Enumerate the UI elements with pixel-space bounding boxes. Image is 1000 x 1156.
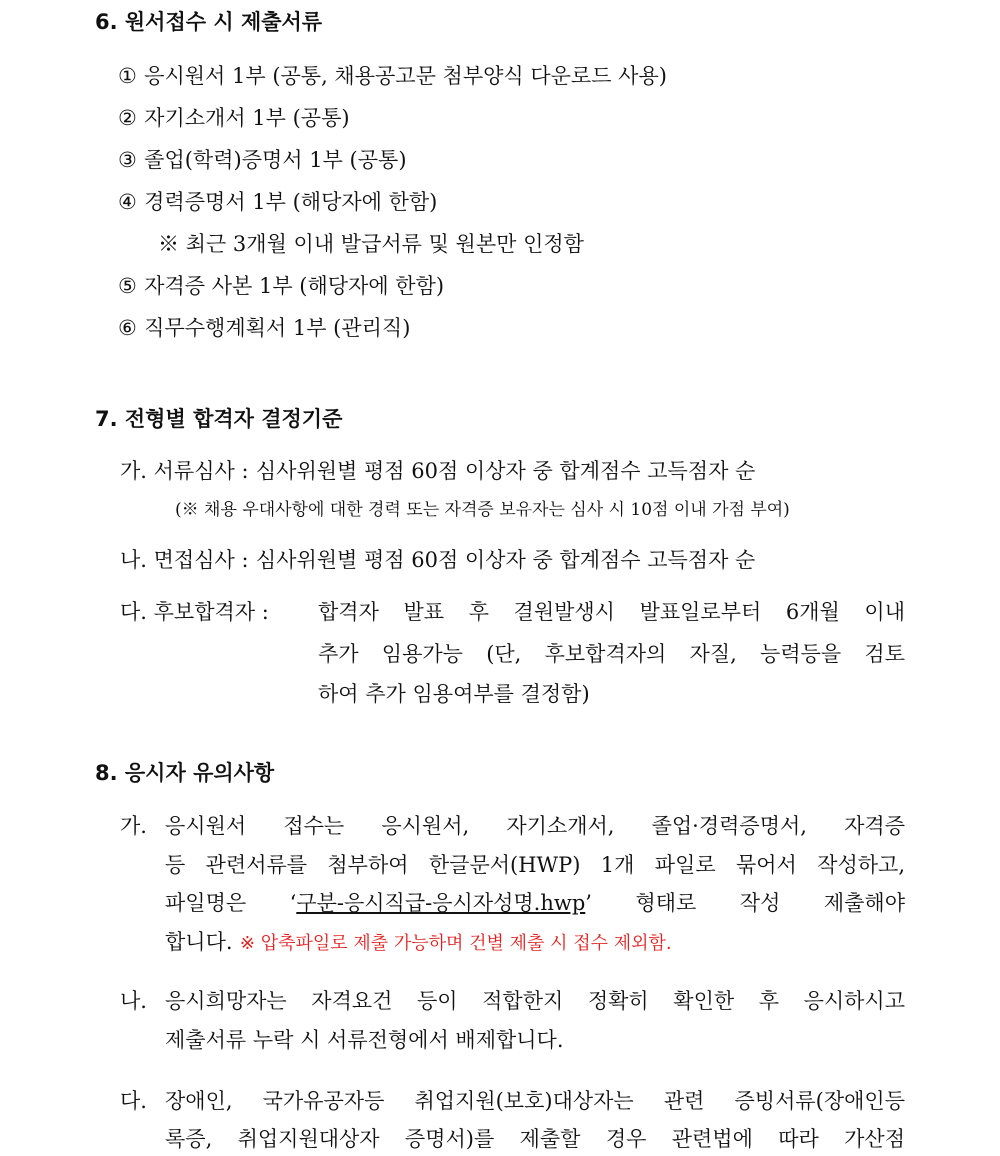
- notice-line: 응시원서 접수는 응시원서, 자기소개서, 졸업·경력증명서, 자격증: [165, 814, 905, 838]
- item-number: ①: [118, 64, 137, 88]
- notice-marker: 다.: [120, 1089, 147, 1113]
- notice-marker: 가.: [120, 814, 147, 838]
- item-text: ※ 최근 3개월 이내 발급서류 및 원본만 인정함: [158, 232, 584, 256]
- notice-line: 장애인, 국가유공자등 취업지원(보호)대상자는 관련 증빙서류(장애인등: [165, 1089, 905, 1113]
- list-note: [158, 230, 584, 258]
- notice-text: 합니다.: [165, 930, 233, 954]
- criteria-reserve-line: 추가 임용가능 (단, 후보합격자의 자질, 능력등을 검토: [318, 642, 905, 666]
- criteria-document-screening: [120, 457, 755, 485]
- item-text: 졸업(학력)증명서 1부 (공통): [144, 148, 407, 172]
- item-text: 자기소개서 1부 (공통): [144, 106, 350, 130]
- section-7-title: 7. 전형별 합격자 결정기준: [95, 407, 343, 431]
- criteria-text: 심사위원별 평점 60점 이상자 중 합계점수 고득점자 순: [255, 459, 756, 483]
- criteria-label: 가. 서류심사 :: [120, 459, 249, 483]
- item-text: 응시원서 1부 (공통, 채용공고문 첨부양식 다운로드 사용): [144, 64, 667, 88]
- section-8-title: 8. 응시자 유의사항: [95, 761, 275, 785]
- criteria-reserve-line: 하여 추가 임용여부를 결정함): [318, 682, 590, 706]
- item-number: ⑤: [118, 274, 137, 298]
- notice-line: 등 관련서류를 첨부하여 한글문서(HWP) 1개 파일로 묶어서 작성하고,: [165, 853, 905, 877]
- criteria-reserve-label: 다. 후보합격자 :: [120, 600, 269, 624]
- list-item: [118, 188, 437, 216]
- red-warning-note: ※ 압축파일로 제출 가능하며 건별 제출 시 접수 제외함.: [239, 933, 672, 954]
- item-number: ③: [118, 148, 137, 172]
- notice-text: ’ 형태로 작성 제출해야: [585, 891, 905, 915]
- notice-line: 록증, 취업지원대상자 증명서)를 제출할 경우 관련법에 따라 가산점: [165, 1127, 905, 1151]
- criteria-note: (※ 채용 우대사항에 대한 경력 또는 자격증 보유자는 심사 시 10점 이내 가점 부여): [175, 500, 790, 520]
- notice-marker: 나.: [120, 989, 147, 1013]
- item-number: ⑥: [118, 316, 137, 340]
- criteria-text: 심사위원별 평점 60점 이상자 중 합계점수 고득점자 순: [255, 548, 756, 572]
- item-text: 직무수행계획서 1부 (관리직): [144, 316, 411, 340]
- item-text: 경력증명서 1부 (해당자에 한함): [144, 190, 438, 214]
- list-item: [118, 272, 444, 300]
- list-item: [118, 314, 410, 342]
- criteria-reserve-line: 합격자 발표 후 결원발생시 발표일로부터 6개월 이내: [318, 600, 905, 624]
- list-item: [118, 146, 407, 174]
- criteria-label: 나. 면접심사 :: [120, 548, 249, 572]
- item-text: 자격증 사본 1부 (해당자에 한함): [144, 274, 445, 298]
- notice-line: [165, 928, 672, 958]
- criteria-interview: [120, 546, 755, 574]
- item-number: ④: [118, 190, 137, 214]
- list-item: [118, 62, 667, 90]
- notice-line: [165, 889, 905, 917]
- notice-line: 제출서류 누락 시 서류전형에서 배제합니다.: [165, 1028, 564, 1052]
- notice-text: 파일명은 ‘: [165, 891, 297, 915]
- notice-line: 응시희망자는 자격요건 등이 적합한지 정확히 확인한 후 응시하시고: [165, 989, 905, 1013]
- file-name-format: 구분-응시직급-응시자성명.hwp: [296, 891, 586, 915]
- list-item: [118, 104, 350, 132]
- item-number: ②: [118, 106, 137, 130]
- section-6-title: 6. 원서접수 시 제출서류: [95, 10, 323, 34]
